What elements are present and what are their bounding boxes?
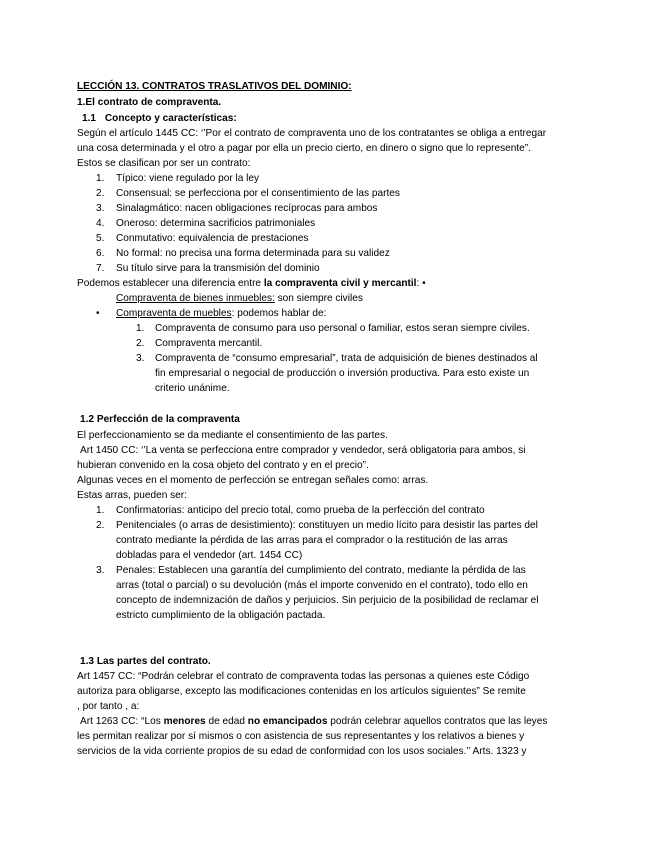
list-item: Compraventa de consumo para uso personal o familiar, estos seran siempre civiles. — [155, 323, 530, 334]
difference-line — [77, 277, 426, 290]
bold-term: no emancipados — [247, 716, 328, 727]
list-item: Consensual: se perfecciona por el consentimiento de las partes — [116, 188, 400, 199]
article-text: podrán celebrar aquellos contratos que las leyes — [327, 716, 548, 727]
article-text: de edad — [205, 716, 248, 727]
list-item-continued: estricto cumplimiento de la obligación pactada. — [116, 610, 326, 621]
lesson-heading: LECCIÓN 13. CONTRATOS TRASLATIVOS DEL DOMINIO: — [77, 81, 352, 92]
paragraph-line: El perfeccionamiento se da mediante el consentimiento de las partes. — [77, 430, 388, 441]
list-number: 3. — [96, 203, 105, 214]
section-1-2-title: 1.2 Perfección de la compraventa — [80, 414, 240, 425]
list-item: Penitenciales (o arras de desistimiento): constituyen un medio lícito para desistir las partes del — [116, 520, 538, 531]
list-number: 3. — [96, 565, 105, 576]
list-item: Conmutativo: equivalencia de prestaciones — [116, 233, 309, 244]
paragraph-line — [80, 715, 547, 728]
bold-term: menores — [163, 716, 206, 727]
list-number: 1. — [136, 323, 145, 334]
list-item: Sinalagmático: nacen obligaciones recíprocas para ambos — [116, 203, 378, 214]
list-item-continued: arras (total o parcial) o su devolución (más el importe convenido en el contrato), todo ello en — [116, 580, 528, 591]
list-number: 6. — [96, 248, 105, 259]
list-item: Su título sirve para la transmisión del dominio — [116, 263, 320, 274]
list-item: Compraventa mercantil. — [155, 338, 263, 349]
list-item-continued: fin empresarial o negocial de producción o inversión productiva. Para esto existe un — [155, 368, 530, 379]
section-1-1-title — [82, 112, 237, 125]
section-1-1-label: Concepto y características: — [104, 113, 237, 124]
list-item-continued: contrato mediante la pérdida de las arras para el comprador o la restitución de las arras — [116, 535, 508, 546]
paragraph-line: Estas arras, pueden ser: — [77, 490, 187, 501]
list-item: Típico: viene regulado por la ley — [116, 173, 260, 184]
article-text: Art 1263 CC: “Los — [80, 716, 164, 727]
list-number: 2. — [96, 188, 105, 199]
list-number: 4. — [96, 218, 105, 229]
list-number: 2. — [136, 338, 145, 349]
section-1-3-title: 1.3 Las partes del contrato. — [80, 656, 211, 667]
list-number: 1. — [96, 173, 105, 184]
paragraph-line: Estos se clasifican por ser un contrato: — [77, 158, 251, 169]
difference-tail: : • — [416, 278, 426, 289]
paragraph-line: les permitan realizar por sí mismos o con asistencia de sus representantes y los relativos a bienes y — [77, 731, 525, 742]
paragraph-line: autoriza para obligarse, excepto las modificaciones contenidas en los artículos siguientes” Se remite — [77, 686, 526, 697]
bullet-icon: • — [96, 308, 100, 319]
list-number: 7. — [96, 263, 105, 274]
list-item: No formal: no precisa una forma determinada para su validez — [116, 248, 390, 259]
paragraph-line: Art 1450 CC: ‘’La venta se perfecciona entre comprador y vendedor, será obligatoria para ambos, si — [80, 445, 526, 456]
paragraph-line: Art 1457 CC: “Podrán celebrar el contrato de compraventa todas las personas a quienes este Código — [77, 671, 530, 682]
list-item-continued: concepto de indemnización de daños y perjuicios. Sin perjuicio de la posibilidad de reclamar el — [116, 595, 539, 606]
immovables-line — [116, 292, 363, 305]
list-number: 3. — [136, 353, 145, 364]
list-item: Penales: Establecen una garantía del cumplimiento del contrato, mediante la pérdida de las — [116, 565, 526, 576]
list-item-continued: criterio unánime. — [155, 383, 230, 394]
list-item-continued: dobladas para el vendedor (art. 1454 CC) — [116, 550, 303, 561]
paragraph-line: , por tanto , a: — [77, 701, 140, 712]
paragraph-line: Según el artículo 1445 CC: ‘’Por el contrato de compraventa uno de los contratantes se obliga a entregar — [77, 128, 547, 139]
difference-text: Podemos establecer una diferencia entre — [77, 278, 264, 289]
movables-text: : podemos hablar de: — [231, 308, 327, 319]
list-item: Compraventa de “consumo empresarial”, trata de adquisición de bienes destinados al — [155, 353, 538, 364]
paragraph-line: servicios de la vida corriente propios de su edad de conformidad con los usos sociales.’’ Arts. 1323 y — [77, 746, 527, 757]
paragraph-line: hubieran convenido en la cosa objeto del contrato y en el precio”. — [77, 460, 369, 471]
list-number: 2. — [96, 520, 105, 531]
section-1-1-number: 1.1 — [82, 113, 97, 124]
paragraph-line: una cosa determinada y el otro a pagar por ella un precio cierto, en dinero o signo que lo represente”. — [77, 143, 531, 154]
difference-bold: la compraventa civil y mercantil — [263, 278, 417, 289]
paragraph-line: Algunas veces en el momento de perfección se entregan señales como: arras. — [77, 475, 429, 486]
list-number: 1. — [96, 505, 105, 516]
list-number: 5. — [96, 233, 105, 244]
movables-label: Compraventa de muebles — [116, 308, 232, 319]
list-item: Confirmatorias: anticipo del precio total, como prueba de la perfección del contrato — [116, 505, 485, 516]
list-item: Oneroso: determina sacrificios patrimoniales — [116, 218, 316, 229]
immovables-label: Compraventa de bienes inmuebles: — [116, 293, 275, 304]
section-1-title: 1.El contrato de compraventa. — [77, 97, 222, 108]
immovables-text: son siempre civiles — [274, 293, 363, 304]
movables-line — [116, 307, 326, 320]
